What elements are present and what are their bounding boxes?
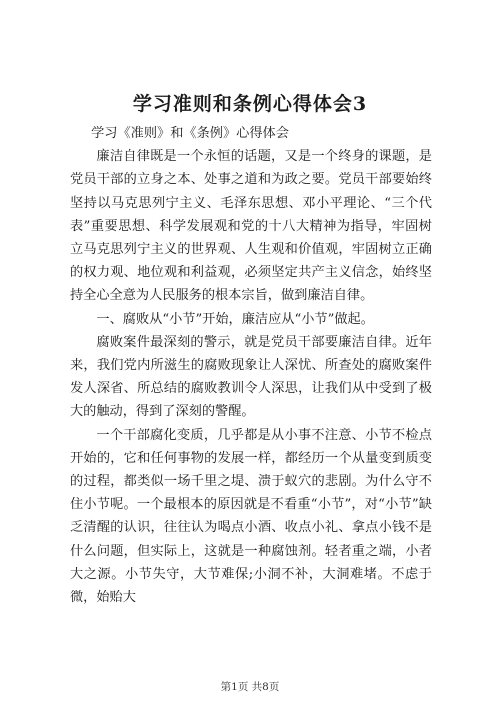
document-subtitle: 学习《准则》和《条例》心得体会 [91,126,289,141]
paragraph: 腐败案件最深刻的警示，就是党员干部要廉洁自律。近年来，我们党内所滋生的腐败现象让人深忧、所查处的腐败案件发人深省、所总结的腐败教训令人深思，让我们从中受到了极大的触动，得到了深刻的警醒。 [70,334,432,420]
document-body [70,122,432,609]
page-footer: 第1页 共8页 [220,681,280,693]
paragraph: 廉洁自律既是一个永恒的话题，又是一个终身的课题，是党员干部的立身之本、处事之道和为政之要。党员干部要始终坚持以马克思列宁主义、毛泽东思想、邓小平理论、“三个代表”重要思想、科学发展观和党的十八大精神为指导，牢固树立马克思列宁主义的世界观、人生观和价值观，牢固树立正确的权力观、地位观和利益观，必须坚定共产主义信念，始终坚持全心全意为人民服务的根本宗旨，做到廉洁自律。 [70,149,432,304]
document-title: 学习准则和条例心得体会3 [132,93,368,115]
section-heading: 一、腐败从“小节”开始，廉洁应从“小节”做起。 [96,311,374,327]
paragraph: 一个干部腐化变质，几乎都是从小事不注意、小节不检点开始的，它和任何事物的发展一样，都经历一个从量变到质变的过程，都类似一场千里之堤、溃于蚁穴的悲剧。为什么守不住小节呢。一个最根本的原因就是不看重“小节”，对“小节”缺乏清醒的认识，往往认为喝点小酒、收点小礼、拿点小钱不是什么问题，但实际上，这就是一种腐蚀剂。轻者重之端，小者大之源。小节失守，大节难保;小洞不补，大洞难堵。不虑于微，始贻大 [70,427,432,606]
